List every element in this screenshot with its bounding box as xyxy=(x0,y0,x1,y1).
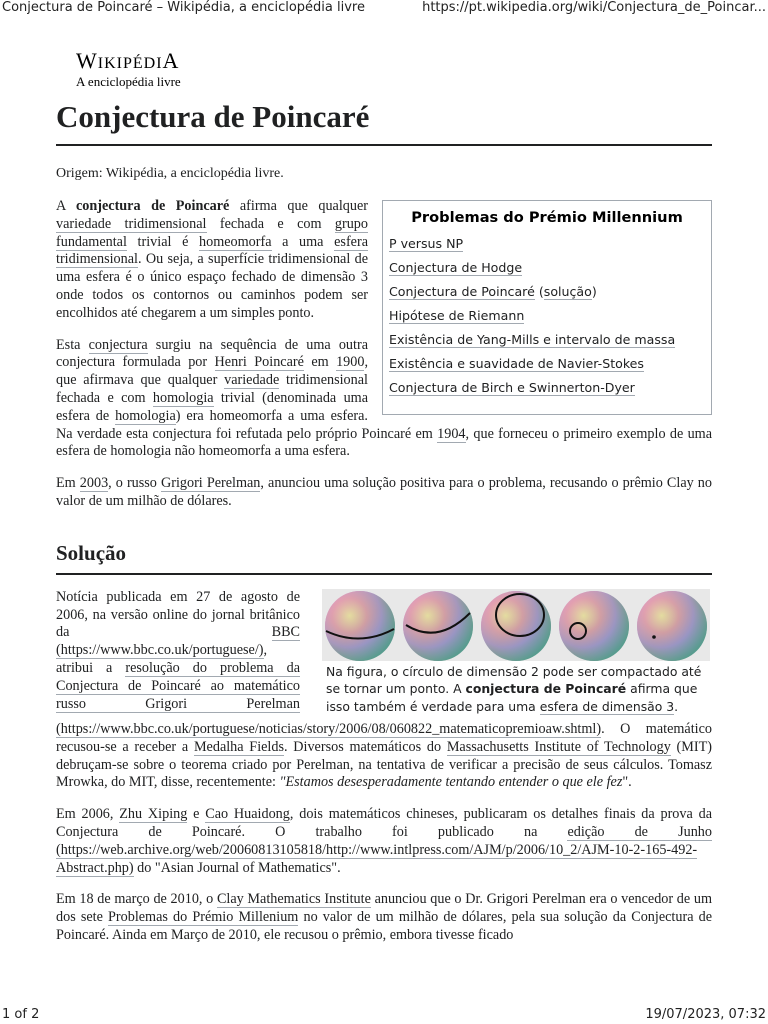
infobox-link-birch-swinnerton-dyer[interactable]: Conjectura de Birch e Swinnerton-Dyer xyxy=(389,380,635,395)
solution-paragraph-2: Em 2006, Zhu Xiping e Cao Huaidong, dois matemáticos chineses, publicaram os detalhes finais da prova da Conjectura de Poincaré. O trabalho foi publicado na edição de Junho (https://web.archive.org/web/20060813105818/http://www.intlpress.com/AJM/p/2006/10_2/AJM-10-2-165-492-Abstract.php) do "Asian Journal of Mathematics". xyxy=(56,806,712,876)
sphere-3 xyxy=(481,591,551,661)
link-1904[interactable]: 1904 xyxy=(437,425,466,442)
intro-paragraph: A conjectura de Poincaré afirma que qualquer variedade tridimensional fechada e com grupo fundamental trivial é homeomorfa a uma esfera tridimensional. Ou seja, a superfície tridimensional de uma esfera é o único espaço fechado de dimensão 3 onde todos os contornos ou caminhos podem ser encolhidos até chegarem a um simples ponto. xyxy=(56,198,369,321)
link-variedade[interactable]: variedade xyxy=(224,372,280,389)
article-origin: Origem: Wikipédia, a enciclopédia livre. xyxy=(56,166,284,181)
infobox-link-p-vs-np[interactable]: P versus NP xyxy=(389,236,464,251)
infobox-title: Problemas do Prémio Millennium xyxy=(411,209,683,226)
link-1900[interactable]: 1900 xyxy=(336,354,365,371)
logo-tagline: A enciclopédia livre xyxy=(76,74,181,89)
logo-wordmark: WIKIPÉDIA xyxy=(76,48,180,73)
sphere-figure xyxy=(322,589,712,717)
link-homologia-2[interactable]: homologia xyxy=(115,407,176,424)
link-grupo-fundamental[interactable]: grupo fundamental xyxy=(56,215,368,250)
sphere-4 xyxy=(559,591,629,661)
print-page-title: Conjectura de Poincaré – Wikipédia, a enciclopédia livre xyxy=(2,0,365,15)
link-zhu-xiping[interactable]: Zhu Xiping xyxy=(119,806,188,823)
sphere-5 xyxy=(637,591,707,661)
infobox-item xyxy=(389,352,705,376)
link-esfera-de-dimensao-3[interactable]: esfera de dimensão 3 xyxy=(539,698,675,714)
link-problemas-premio-millenium[interactable]: Problemas do Prémio Millenium xyxy=(108,909,299,926)
link-variedade-tridimensional[interactable]: variedade tridimensional xyxy=(56,215,207,232)
infobox-item: Conjectura de Poincaré (solução) xyxy=(389,284,597,299)
link-henri-poincare[interactable]: Henri Poincaré xyxy=(214,354,304,371)
infobox-link-solution[interactable]: solução xyxy=(543,284,592,299)
link-homologia[interactable]: homologia xyxy=(152,389,214,406)
print-footer xyxy=(0,1006,768,1024)
solution-paragraph-3: Em 18 de março de 2010, o Clay Mathematics Institute anunciou que o Dr. Grigori Perelman era o vencedor de um dos sete Problemas do Prémio Millenium no valor de um milhão de dólares, pela sua solução da Conjectura de Poincaré. Ainda em Março de 2010, ele recusou o prêmio, embora tivesse ficado xyxy=(56,891,713,943)
history-paragraph: Esta conjectura surgiu na sequência de uma outra conjectura formulada por Henri Poincaré em 1900, que afirmava que qualquer variedade tridimensional fechada e com homologia trivial (denominada uma esfera de homologia) era homeomorfa a uma esfera. Na verdade esta conjectura foi refutada pelo próprio Poincaré em 1904, que forneceu o primeiro exemplo de uma esfera de homologia não homeomorfa a uma esfera. xyxy=(56,336,712,460)
infobox-item xyxy=(389,256,705,280)
print-header xyxy=(0,0,768,18)
link-cao-huaidong[interactable]: Cao Huaidong xyxy=(205,806,290,823)
infobox-link-yang-mills[interactable]: Existência de Yang-Mills e intervalo de massa xyxy=(389,332,676,347)
section-heading-solucao: Solução xyxy=(56,539,712,575)
infobox-link-hodge[interactable]: Conjectura de Hodge xyxy=(389,260,523,275)
link-mit[interactable]: Massachusetts Institute of Technology xyxy=(446,738,671,755)
millennium-prize-infobox xyxy=(382,200,712,415)
sphere-1 xyxy=(325,591,395,661)
link-2003[interactable]: 2003 xyxy=(79,475,109,492)
infobox-item xyxy=(389,376,705,400)
print-page-number: 1 of 2 xyxy=(2,1007,40,1022)
infobox-item xyxy=(389,232,705,256)
infobox-list xyxy=(389,232,705,400)
article-content xyxy=(56,96,712,945)
sphere-2 xyxy=(403,591,473,661)
link-esfera-tridimensional[interactable]: esfera tridimensional xyxy=(56,233,368,268)
print-datetime: 19/07/2023, 07:32 xyxy=(645,1007,766,1022)
link-conjectura[interactable]: conjectura xyxy=(88,336,148,353)
link-grigori-perelman[interactable]: Grigori Perelman xyxy=(160,475,261,492)
wikipedia-logo[interactable] xyxy=(76,50,181,89)
infobox-link-riemann[interactable]: Hipótese de Riemann xyxy=(389,308,525,323)
link-homeomorfa[interactable]: homeomorfa xyxy=(199,233,272,250)
link-edicao-de-junho[interactable]: edição de Junho (https://web.archive.org/web/20060813105818/http://www.intlpress.com/AJM/p/2006/10_2/AJM-10-2-165-492-Abstract.php) xyxy=(56,823,712,876)
infobox-link-poincare[interactable]: Conjectura de Poincaré xyxy=(389,284,535,299)
sphere-illustration xyxy=(322,589,710,661)
page-title: Conjectura de Poincaré xyxy=(56,96,712,146)
figure-caption: Na figura, o círculo de dimensão 2 pode ser compactado até se tornar um ponto. A conjectura de Poincaré afirma que isso também é verdade para uma esfera de dimensão 3. xyxy=(326,663,702,714)
link-medalha-fields[interactable]: Medalha Fields xyxy=(193,738,284,755)
infobox-item xyxy=(389,328,705,352)
perelman-paragraph: Em 2003, o russo Grigori Perelman, anunciou uma solução positiva para o problema, recusando o prêmio Clay no valor de um milhão de dólares. xyxy=(56,475,712,509)
solution-paragraph-1: Notícia publicada em 27 de agosto de 2006, na versão online do jornal britânico da BBC (https://www.bbc.co.uk/portuguese/), atribui a resolução do problema da Conjectura de Poincaré ao matemático russo Grigori Perelman (https://www.bbc.co.uk/portuguese/noticias/story/2006/08/060822_matematicopremioaw.shtml). O matemático recusou-se a receber a Medalha Fields. Diversos matemáticos do Massachusetts Institute of Technology (MIT) debruçam-se sobre o teorema criado por Perelman, na tentativa de verificar a precisão de seus cálculos. Tomasz Mrowka, do MIT, disse, recentemente: "Estamos desesperadamente tentando entender o que ele fez". xyxy=(56,588,713,791)
infobox-link-navier-stokes[interactable]: Existência e suavidade de Navier-Stokes xyxy=(389,356,644,371)
infobox-item xyxy=(389,304,705,328)
link-bbc-story[interactable]: resolução do problema da Conjectura de Poincaré ao matemático russo Grigori Perelman (https://www.bbc.co.uk/portuguese/noticias/story/2006/08/060822_matematicopremioaw.shtml) xyxy=(56,659,602,737)
link-bbc[interactable]: BBC (https://www.bbc.co.uk/portuguese/) xyxy=(56,624,300,659)
link-clay-mathematics-institute[interactable]: Clay Mathematics Institute xyxy=(216,891,371,908)
print-url: https://pt.wikipedia.org/wiki/Conjectura_de_Poincar... xyxy=(422,0,766,15)
